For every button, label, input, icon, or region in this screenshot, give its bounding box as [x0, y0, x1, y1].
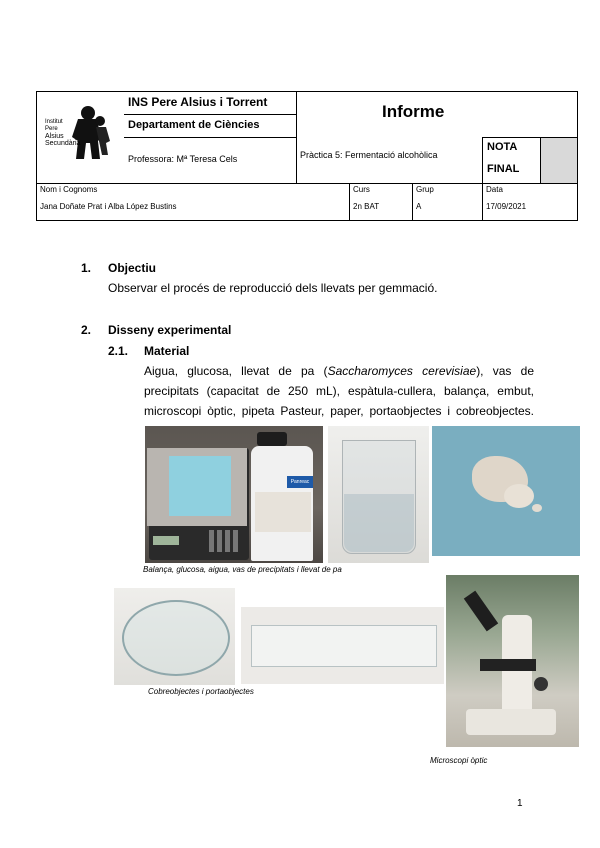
- course-label: Curs: [353, 185, 370, 194]
- section-1-title: Objectiu: [108, 261, 157, 275]
- page-title: Informe: [382, 102, 445, 121]
- photo-microscope: [446, 575, 579, 747]
- date-value: 17/09/2021: [486, 202, 527, 211]
- photo-beaker: [328, 426, 429, 563]
- material-line-1a: Aigua, glucosa, llevat de pa (: [144, 364, 328, 378]
- photo-slide: [241, 607, 444, 684]
- date-label: Data: [486, 185, 503, 194]
- section-1-number: 1.: [81, 261, 92, 275]
- grade-label-2: FINAL: [487, 163, 520, 175]
- bottle-label: Panreac: [287, 476, 313, 488]
- section-2-title: Disseny experimental: [108, 323, 232, 337]
- header-table: [36, 91, 578, 221]
- balance-display: [153, 536, 179, 545]
- species-name: Saccharomyces cerevisiae: [327, 364, 477, 378]
- petri-dish: [122, 600, 230, 676]
- section-2-1-title: Material: [144, 344, 190, 358]
- balance-buttons: [209, 530, 239, 552]
- section-1-text: Observar el procés de reproducció dels llevats per gemmació.: [108, 281, 438, 295]
- water: [344, 494, 414, 552]
- yeast-crumb-small: [532, 504, 542, 512]
- name-value: Jana Doñate Prat i Alba López Bustins: [40, 202, 177, 211]
- glass-slide: [251, 625, 437, 667]
- caption-1: Balança, glucosa, aigua, vas de precipitats i llevat de pa: [143, 565, 342, 574]
- material-line-2: precipitats (capacitat de 250 mL), espàtula-cullera, balança, embut,: [144, 384, 534, 398]
- school-name: INS Pere Alsius i Torrent: [128, 95, 268, 109]
- section-2-number: 2.: [81, 323, 92, 337]
- course-value: 2n BAT: [353, 202, 380, 211]
- material-line-3: microscopi òptic, pipeta Pasteur, paper, portaobjectes i cobreobjectes.: [144, 404, 534, 418]
- microscope-base: [466, 709, 556, 735]
- group-label: Grup: [416, 185, 434, 194]
- practice-name: Pràctica 5: Fermentació alcohòlica: [300, 150, 438, 160]
- logo-text: Institut Pere Alsius Secundària: [45, 119, 81, 147]
- material-text: [144, 361, 534, 421]
- material-line-1: [144, 361, 534, 381]
- bottle-label-body: [255, 492, 311, 532]
- grade-box: [541, 138, 577, 183]
- microscope-stage: [480, 659, 536, 671]
- yeast-crumb: [504, 484, 534, 508]
- photo-petri-dish: [114, 588, 235, 685]
- page-number: 1: [517, 798, 523, 809]
- group-value: A: [416, 202, 422, 211]
- photo-balance-glucose: [145, 426, 323, 563]
- name-label: Nom i Cognoms: [40, 185, 98, 194]
- eyepiece: [464, 591, 498, 632]
- photo-yeast: [432, 426, 580, 556]
- material-line-1b: ), vas de: [476, 364, 534, 378]
- bottle-cap: [257, 432, 287, 446]
- section-2-1-number: 2.1.: [108, 344, 129, 358]
- department-name: Departament de Ciències: [128, 119, 260, 131]
- caption-3: Microscopi òptic: [430, 756, 488, 765]
- blue-paper: [169, 456, 231, 516]
- teacher-name: Professora: Mª Teresa Cels: [128, 154, 238, 164]
- caption-2: Cobreobjectes i portaobjectes: [148, 687, 254, 696]
- grade-label-1: NOTA: [487, 141, 518, 153]
- focus-knob: [534, 677, 548, 691]
